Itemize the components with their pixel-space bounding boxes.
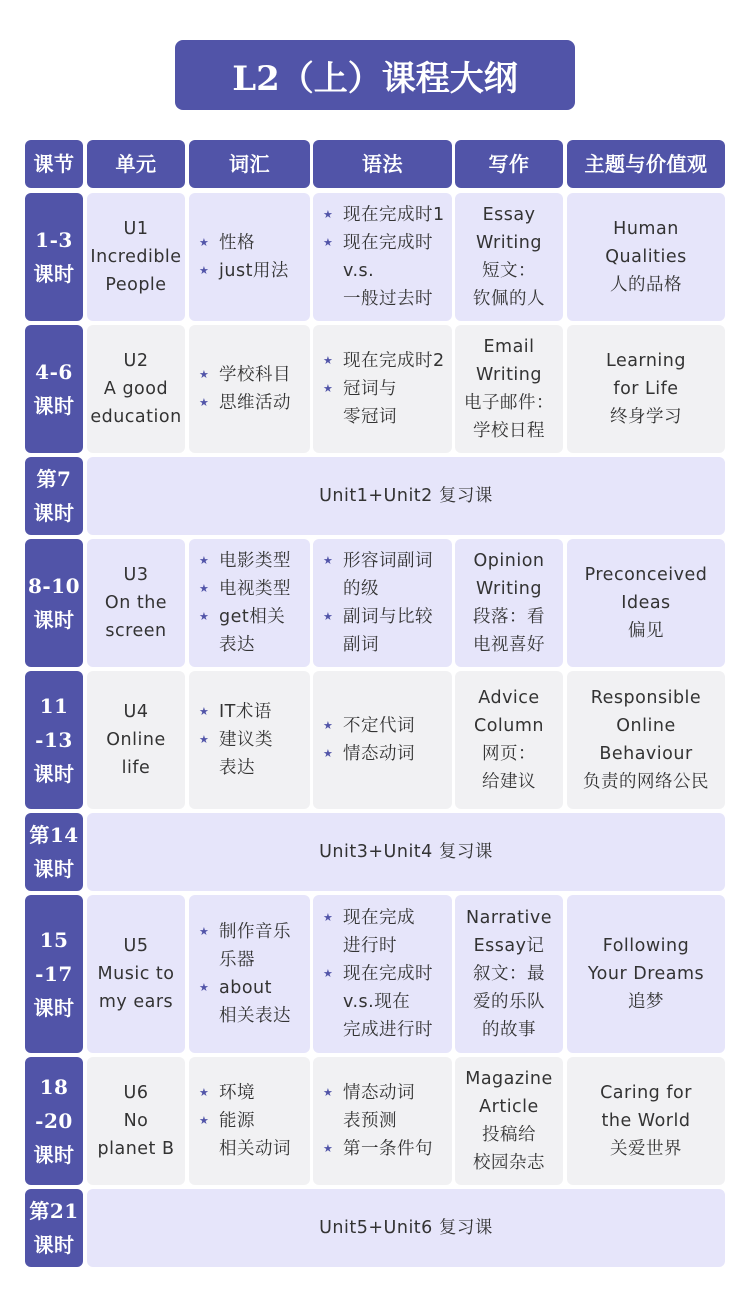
lesson-cell: 第14 课时 — [25, 813, 83, 891]
star-icon: ★ — [199, 981, 210, 994]
star-icon: ★ — [323, 1086, 334, 1099]
list-item — [323, 201, 445, 229]
star-icon: ★ — [323, 382, 334, 395]
list-item — [199, 257, 289, 285]
list-item — [323, 960, 433, 1044]
star-icon: ★ — [323, 1142, 334, 1155]
star-icon: ★ — [199, 1086, 210, 1099]
lesson-cell: 4-6 课时 — [25, 325, 83, 453]
list-item — [323, 547, 433, 603]
list-item — [199, 974, 291, 1030]
star-icon: ★ — [323, 554, 334, 567]
lesson-cell: 18 -20 课时 — [25, 1057, 83, 1185]
theme-cell: Learning for Life 终身学习 — [567, 325, 725, 453]
list-item — [199, 547, 291, 575]
vocab-item-text: IT术语 — [219, 702, 272, 722]
grammar-item-text: 现在完成 进行时 — [343, 908, 415, 956]
vocab-item-text: about 相关表达 — [219, 978, 291, 1026]
header-cell-lesson: 课节 — [25, 140, 83, 188]
vocab-cell — [189, 1057, 310, 1185]
grammar-item-text: 现在完成时1 — [343, 205, 445, 225]
vocab-item-text: 能源 相关动词 — [219, 1111, 291, 1159]
grammar-cell — [313, 895, 452, 1053]
vocab-item-text: 电影类型 — [219, 551, 291, 571]
list-item — [323, 347, 445, 375]
header-cell-grammar: 语法 — [313, 140, 452, 188]
list-item — [199, 603, 285, 659]
vocab-item-text: get相关 表达 — [219, 607, 286, 655]
lesson-cell: 第7 课时 — [25, 457, 83, 535]
grammar-cell — [313, 193, 452, 321]
lesson-cell: 11 -13 课时 — [25, 671, 83, 809]
vocab-item-text: 电视类型 — [219, 579, 291, 599]
vocab-item-text: 环境 — [219, 1083, 255, 1103]
writing-cell: Opinion Writing 段落：看 电视喜好 — [455, 539, 563, 667]
vocab-cell — [189, 671, 310, 809]
grammar-cell — [313, 325, 452, 453]
review-row: Unit1+Unit2 复习课 — [87, 457, 725, 535]
vocab-item-text: 性格 — [219, 233, 255, 253]
star-icon: ★ — [323, 236, 334, 249]
star-icon: ★ — [199, 1114, 210, 1127]
lesson-cell: 8-10 课时 — [25, 539, 83, 667]
writing-cell: Magazine Article 投稿给 校园杂志 — [455, 1057, 563, 1185]
header-cell-vocab: 词汇 — [189, 140, 310, 188]
vocab-cell — [189, 193, 310, 321]
star-icon: ★ — [199, 705, 210, 718]
vocab-item-text: 制作音乐 乐器 — [219, 922, 291, 970]
list-item — [199, 1107, 291, 1163]
list-item — [199, 698, 272, 726]
theme-cell: Caring for the World 关爱世界 — [567, 1057, 725, 1185]
grammar-cell — [313, 539, 452, 667]
theme-cell: Following Your Dreams 追梦 — [567, 895, 725, 1053]
grammar-item-text: 不定代词 — [343, 716, 415, 736]
writing-cell: Advice Column 网页： 给建议 — [455, 671, 563, 809]
star-icon: ★ — [199, 733, 210, 746]
theme-cell: Human Qualities 人的品格 — [567, 193, 725, 321]
writing-cell: Essay Writing 短文： 钦佩的人 — [455, 193, 563, 321]
grammar-item-text: 形容词副词 的级 — [343, 551, 433, 599]
vocab-cell — [189, 539, 310, 667]
lesson-cell: 15 -17 课时 — [25, 895, 83, 1053]
theme-cell: Preconceived Ideas 偏见 — [567, 539, 725, 667]
grammar-item-text: 副词与比较 副词 — [343, 607, 433, 655]
grammar-item-text: 现在完成时 v.s.现在 完成进行时 — [343, 964, 433, 1040]
list-item — [323, 1135, 433, 1163]
unit-cell: U1 Incredible People — [87, 193, 185, 321]
list-item — [323, 603, 433, 659]
star-icon: ★ — [199, 264, 210, 277]
grammar-cell — [313, 1057, 452, 1185]
list-item — [199, 575, 291, 603]
list-item — [323, 904, 415, 960]
star-icon: ★ — [323, 747, 334, 760]
star-icon: ★ — [199, 396, 210, 409]
list-item — [199, 361, 291, 389]
star-icon: ★ — [323, 719, 334, 732]
star-icon: ★ — [199, 925, 210, 938]
vocab-item-text: just用法 — [219, 261, 289, 281]
star-icon: ★ — [323, 610, 334, 623]
header-cell-theme: 主题与价值观 — [567, 140, 725, 188]
star-icon: ★ — [199, 368, 210, 381]
writing-cell: Narrative Essay记 叙文：最 爱的乐队 的故事 — [455, 895, 563, 1053]
list-item — [323, 712, 415, 740]
list-item — [199, 726, 273, 782]
header-cell-unit: 单元 — [87, 140, 185, 188]
unit-cell: U3 On the screen — [87, 539, 185, 667]
list-item — [323, 375, 397, 431]
list-item — [199, 1079, 255, 1107]
list-item — [323, 1079, 415, 1135]
vocab-item-text: 思维活动 — [219, 393, 291, 413]
review-row: Unit3+Unit4 复习课 — [87, 813, 725, 891]
star-icon: ★ — [323, 354, 334, 367]
header-cell-writing: 写作 — [455, 140, 563, 188]
lesson-cell: 第21 课时 — [25, 1189, 83, 1267]
grammar-item-text: 情态动词 表预测 — [343, 1083, 415, 1131]
grammar-item-text: 情态动词 — [343, 744, 415, 764]
grammar-item-text: 第一条件句 — [343, 1139, 433, 1159]
page-title: L2（上）课程大纲 — [175, 40, 575, 110]
star-icon: ★ — [323, 911, 334, 924]
list-item — [199, 918, 291, 974]
unit-cell: U6 No planet B — [87, 1057, 185, 1185]
star-icon: ★ — [323, 967, 334, 980]
grammar-item-text: 现在完成时2 — [343, 351, 445, 371]
review-row: Unit5+Unit6 复习课 — [87, 1189, 725, 1267]
star-icon: ★ — [199, 582, 210, 595]
vocab-item-text: 学校科目 — [219, 365, 291, 385]
vocab-item-text: 建议类 表达 — [219, 730, 273, 778]
unit-cell: U4 Online life — [87, 671, 185, 809]
writing-cell: Email Writing 电子邮件： 学校日程 — [455, 325, 563, 453]
star-icon: ★ — [323, 208, 334, 221]
star-icon: ★ — [199, 554, 210, 567]
theme-cell: Responsible Online Behaviour 负责的网络公民 — [567, 671, 725, 809]
list-item — [323, 740, 415, 768]
lesson-cell: 1-3 课时 — [25, 193, 83, 321]
grammar-cell — [313, 671, 452, 809]
star-icon: ★ — [199, 236, 210, 249]
unit-cell: U2 A good education — [87, 325, 185, 453]
star-icon: ★ — [199, 610, 210, 623]
grammar-item-text: 冠词与 零冠词 — [343, 379, 397, 427]
list-item — [323, 229, 433, 313]
unit-cell: U5 Music to my ears — [87, 895, 185, 1053]
list-item — [199, 229, 255, 257]
list-item — [199, 389, 291, 417]
grammar-item-text: 现在完成时 v.s. 一般过去时 — [343, 233, 433, 309]
vocab-cell — [189, 895, 310, 1053]
vocab-cell — [189, 325, 310, 453]
